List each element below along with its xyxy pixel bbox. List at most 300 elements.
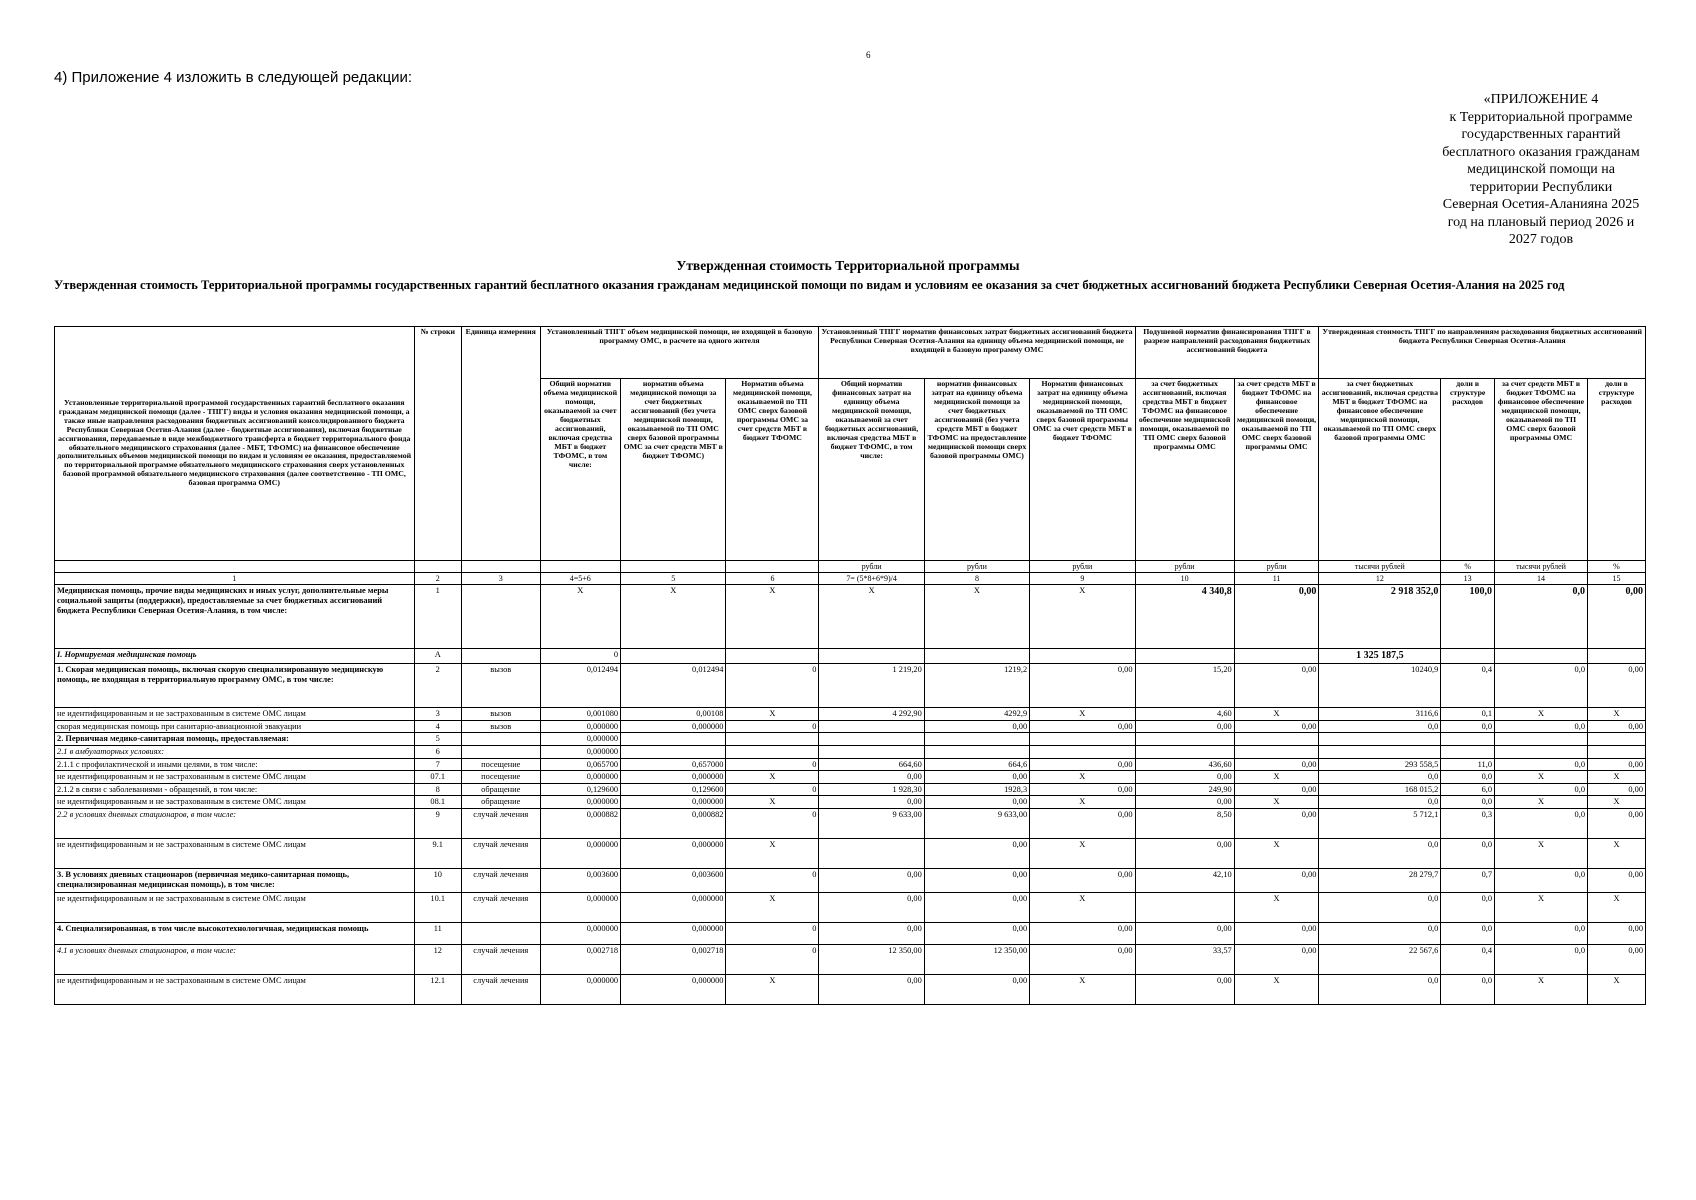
data-cell: X (726, 839, 819, 869)
data-cell: 0,00 (1135, 796, 1234, 809)
column-number-cell: 7= (5*8+6*9)/4 (819, 573, 924, 585)
header-subcolumn: Норматив объема медицинской помощи, оказываемой по ТП ОМС сверх базовой программы ОМС за счет средств МБТ в бюджет ТФОМС (726, 379, 819, 561)
row-name-cell: 4.1 в условиях дневных стационаров, в том числе: (55, 945, 415, 975)
data-cell: X (1588, 893, 1646, 923)
data-cell: 9 633,00 (819, 809, 924, 839)
column-number-cell: 4=5+6 (540, 573, 621, 585)
data-cell: X (726, 585, 819, 649)
data-cell: 0,0 (1319, 771, 1441, 784)
data-cell: X (1030, 771, 1135, 784)
data-cell: X (1588, 975, 1646, 1005)
column-number-cell: 14 (1495, 573, 1588, 585)
header-unit-cell: рубли (1234, 561, 1319, 573)
column-number-cell: 12 (1319, 573, 1441, 585)
data-cell (924, 649, 1029, 664)
data-cell (726, 733, 819, 746)
header-unit-cell: тысячи рублей (1495, 561, 1588, 573)
data-cell: 0,0 (1441, 839, 1495, 869)
data-cell: 1219,2 (924, 663, 1029, 707)
data-cell: 0,00 (819, 923, 924, 945)
data-cell: 0,0 (1319, 720, 1441, 733)
header-group-approved-cost: Утвержденная стоимость ТПГГ по направлениям расходования бюджетных ассигнований бюджета Республики Северная Осетия-Алания (1319, 327, 1646, 379)
column-number-cell: 3 (462, 573, 541, 585)
header-unit-cell: рубли (819, 561, 924, 573)
data-cell (1234, 733, 1319, 746)
data-cell: 8 (414, 783, 462, 796)
data-cell (1135, 893, 1234, 923)
data-cell: 6 (414, 745, 462, 758)
data-cell: 4 (414, 720, 462, 733)
data-cell (1319, 733, 1441, 746)
data-cell (1030, 745, 1135, 758)
header-description: Установленные территориальной программой государственных гарантий бесплатного оказания гражданам медицинской помощи (далее - ТПГГ) виды и условия оказания медицинской помощи, а также иные направления расходования бюджетных ассигнований консолидированного бюджета Республики Северная Осетия-Алания (далее - бюджетные ассигнования), включая бюджетные ассигнования, передаваемые в виде межбюджетного трансферта в бюджет территориального фонда обязательного медицинского страхования (далее - МБТ, ТФОМС) на финансовое обеспечение дополнительных объемов медицинской помощи по видам и условиям ее оказания, предоставляемой по территориальной программе обязательного медицинского страхования сверх установленных базовой программой обязательного медицинского страхования (далее соответственно - ТП ОМС, базовая программа ОМС) (55, 327, 415, 561)
row-name-cell: 2.2 в условиях дневных стационаров, в том числе: (55, 809, 415, 839)
data-cell: 0,00 (1030, 923, 1135, 945)
data-cell (462, 649, 541, 664)
data-cell (819, 839, 924, 869)
data-cell: 0,7 (1441, 869, 1495, 893)
header-unit-cell (414, 561, 462, 573)
data-cell: 0,000000 (540, 923, 621, 945)
data-cell: X (1588, 796, 1646, 809)
data-cell: 0,00 (924, 796, 1029, 809)
data-cell: 0 (726, 923, 819, 945)
column-number-cell: 8 (924, 573, 1029, 585)
data-cell: 0,00 (1588, 720, 1646, 733)
data-cell: 42,10 (1135, 869, 1234, 893)
data-cell: 0,00 (1030, 663, 1135, 707)
data-cell: 0,00 (1135, 975, 1234, 1005)
data-cell: 0,0 (1319, 975, 1441, 1005)
header-subcolumn: за счет бюджетных ассигнований, включая средства МБТ в бюджет ТФОМС на финансовое обеспечение медицинской помощи, оказываемой по ТП ОМС сверх базовой программы ОМС (1135, 379, 1234, 561)
column-number-cell: 10 (1135, 573, 1234, 585)
data-cell: 1 325 187,5 (1319, 649, 1441, 664)
data-cell: 33,57 (1135, 945, 1234, 975)
header-subcolumn: Общий норматив объема медицинской помощи, оказываемой за счет бюджетных ассигнований, включая средства МБТ в бюджет ТФОМС, в том числе: (540, 379, 621, 561)
data-cell: 664,6 (924, 758, 1029, 771)
data-cell: 293 558,5 (1319, 758, 1441, 771)
data-cell: вызов (462, 720, 541, 733)
data-cell: 0,00 (1135, 771, 1234, 784)
data-cell (726, 745, 819, 758)
data-cell (819, 733, 924, 746)
data-cell: 0,00 (924, 869, 1029, 893)
data-cell: 0,00 (1588, 945, 1646, 975)
appendix-heading (1430, 91, 1652, 249)
data-cell: X (1030, 839, 1135, 869)
data-cell: 3 (414, 707, 462, 720)
appendix-line: год на плановый период 2026 и (1447, 214, 1635, 230)
row-name-cell: не идентифицированным и не застрахованным в системе ОМС лицам (55, 771, 415, 784)
data-cell: X (1495, 707, 1588, 720)
data-cell: 0,00 (1135, 720, 1234, 733)
data-cell: 0 (726, 809, 819, 839)
data-cell: 0,00 (924, 771, 1029, 784)
data-cell: 12 350,00 (924, 945, 1029, 975)
data-cell (462, 745, 541, 758)
column-number-cell: 2 (414, 573, 462, 585)
data-cell: 0,4 (1441, 663, 1495, 707)
row-name-cell: скорая медицинская помощь при санитарно-авиационной эвакуации (55, 720, 415, 733)
table-row (55, 923, 1646, 945)
data-cell (1135, 649, 1234, 664)
data-cell: посещение (462, 771, 541, 784)
data-cell: 0,00 (924, 923, 1029, 945)
data-cell: 0,003600 (621, 869, 726, 893)
table-row (55, 945, 1646, 975)
data-cell: 0,002718 (540, 945, 621, 975)
data-cell: X (1234, 771, 1319, 784)
data-cell: 15,20 (1135, 663, 1234, 707)
data-cell (1030, 733, 1135, 746)
data-cell: 0 (726, 720, 819, 733)
data-cell: 0,129600 (621, 783, 726, 796)
data-cell: X (1588, 839, 1646, 869)
cost-table (54, 326, 1646, 1005)
data-cell: X (924, 585, 1029, 649)
table-row (55, 707, 1646, 720)
data-cell (1495, 649, 1588, 664)
data-cell: 0,00 (1234, 758, 1319, 771)
data-cell (462, 585, 541, 649)
data-cell: 1928,3 (924, 783, 1029, 796)
table-row (55, 745, 1646, 758)
data-cell: 0,657000 (621, 758, 726, 771)
header-unit-cell (462, 561, 541, 573)
header-group-per-capita: Подушевой норматив финансирования ТПГГ в разрезе направлений расходования бюджетных ассигнований бюджета (1135, 327, 1319, 379)
data-cell (819, 649, 924, 664)
data-cell: 0,0 (1319, 923, 1441, 945)
data-cell (1135, 733, 1234, 746)
data-cell: 0 (726, 945, 819, 975)
header-subcolumn: Норматив финансовых затрат на единицу объема медицинской помощи, оказываемой по ТП ОМС сверх базовой программы ОМС за счет средств МБТ в бюджет ТФОМС (1030, 379, 1135, 561)
data-cell: 0,00 (819, 893, 924, 923)
data-cell: 0,00 (1030, 809, 1135, 839)
data-cell: 0,00 (1030, 783, 1135, 796)
data-cell: 0,1 (1441, 707, 1495, 720)
header-subcolumn: норматив финансовых затрат на единицу объема медицинской помощи за счет бюджетных ассигнований (без учета средств МБТ в бюджет ТФОМС на предоставление медицинской помощи сверх базовой программы ОМС) (924, 379, 1029, 561)
data-cell (1234, 745, 1319, 758)
data-cell: 0,00 (1588, 923, 1646, 945)
data-cell: 3116,6 (1319, 707, 1441, 720)
data-cell: 8,50 (1135, 809, 1234, 839)
column-number-cell: 15 (1588, 573, 1646, 585)
data-cell: X (726, 893, 819, 923)
data-cell: 0,000000 (621, 839, 726, 869)
data-cell: 0,00 (819, 869, 924, 893)
data-cell: 0,0 (1319, 839, 1441, 869)
row-name-cell: I. Нормируемая медицинская помощь (55, 649, 415, 664)
data-cell: 2 (414, 663, 462, 707)
data-cell: 0,00 (1588, 783, 1646, 796)
data-cell: 0,00 (1234, 720, 1319, 733)
data-cell (1441, 745, 1495, 758)
data-cell: 664,60 (819, 758, 924, 771)
data-cell: 0,0 (1319, 893, 1441, 923)
column-number-cell: 6 (726, 573, 819, 585)
data-cell: 0,000000 (540, 771, 621, 784)
data-cell: 0,129600 (540, 783, 621, 796)
data-cell (1319, 745, 1441, 758)
document-subtitle: Утвержденная стоимость Территориальной программы государственных гарантий бесплатного оказания гражданам медицинской помощи по видам и условиям ее оказания за счет бюджетных ассигнований бюджета Республики Северная Осетия-Алания на 2025 год (54, 278, 1565, 292)
table-row (55, 975, 1646, 1005)
data-cell: X (1588, 707, 1646, 720)
data-cell: 0 (726, 869, 819, 893)
data-cell: 4 292,90 (819, 707, 924, 720)
data-cell: 0,0 (1441, 771, 1495, 784)
data-cell: 0,0 (1495, 758, 1588, 771)
data-cell: 0,0 (1441, 796, 1495, 809)
table-row (55, 809, 1646, 839)
data-cell: X (1234, 975, 1319, 1005)
header-subcolumn: за счет средств МБТ в бюджет ТФОМС на финансовое обеспечение медицинской помощи, оказываемой по ТП ОМС сверх базовой программы ОМС (1234, 379, 1319, 561)
data-cell: X (1234, 893, 1319, 923)
data-cell: случай лечения (462, 945, 541, 975)
column-number-cell: 5 (621, 573, 726, 585)
table-row (55, 649, 1646, 664)
row-name-cell: 4. Специализированная, в том числе высокотехнологичная, медицинская помощь (55, 923, 415, 945)
data-cell: 0,00108 (621, 707, 726, 720)
data-cell: X (1495, 975, 1588, 1005)
data-cell: 10 (414, 869, 462, 893)
data-cell: X (726, 975, 819, 1005)
header-unit-cell: % (1441, 561, 1495, 573)
data-cell: 100,0 (1441, 585, 1495, 649)
header-unit-cell (55, 561, 415, 573)
data-cell: 0,4 (1441, 945, 1495, 975)
data-cell (1135, 745, 1234, 758)
data-cell: 12 350,00 (819, 945, 924, 975)
data-cell: 5 712,1 (1319, 809, 1441, 839)
data-cell: 0,0 (1441, 923, 1495, 945)
data-cell: 0 (726, 783, 819, 796)
appendix-line: медицинской помощи на (1467, 162, 1615, 177)
data-cell: X (726, 796, 819, 809)
table-row (55, 783, 1646, 796)
data-cell: 0,000000 (540, 839, 621, 869)
appendix-line: бесплатного оказания гражданам (1442, 144, 1640, 160)
data-cell: 0,012494 (540, 663, 621, 707)
data-cell: вызов (462, 707, 541, 720)
appendix-line: «ПРИЛОЖЕНИЕ 4 (1483, 92, 1599, 107)
data-cell: 0,000000 (621, 796, 726, 809)
header-unit-cell (540, 561, 621, 573)
data-cell: 0,00 (1234, 923, 1319, 945)
data-cell: случай лечения (462, 809, 541, 839)
data-cell: вызов (462, 663, 541, 707)
data-cell: 0,000000 (621, 771, 726, 784)
column-number-cell: 13 (1441, 573, 1495, 585)
table-row (55, 796, 1646, 809)
header-subcolumn: за счет бюджетных ассигнований, включая средства МБТ в бюджет ТФОМС на финансовое обеспечение медицинской помощи, оказываемой по ТП ОМС сверх базовой программы ОМС (1319, 379, 1441, 561)
document-title: Утвержденная стоимость Территориальной программы (676, 258, 1020, 273)
data-cell: 0,0 (1495, 809, 1588, 839)
data-cell: 11 (414, 923, 462, 945)
data-cell: X (1234, 796, 1319, 809)
data-cell: 0,00 (1588, 585, 1646, 649)
data-cell: 0,00 (1135, 923, 1234, 945)
data-cell (1588, 733, 1646, 746)
data-cell: 0,000000 (540, 975, 621, 1005)
data-cell: 0,000882 (621, 809, 726, 839)
header-unit-cell: тысячи рублей (1319, 561, 1441, 573)
data-cell: 0,00 (1234, 663, 1319, 707)
data-cell: X (726, 771, 819, 784)
appendix-line: к Территориальной программе (1449, 109, 1633, 125)
data-cell: 0,012494 (621, 663, 726, 707)
data-cell: 0,00 (1030, 720, 1135, 733)
appendix-line: территории Республики (1469, 179, 1613, 195)
header-subcolumn: доли в структуре расходов (1588, 379, 1646, 561)
data-cell: 0,00 (1030, 869, 1135, 893)
data-cell: X (819, 585, 924, 649)
data-cell (819, 745, 924, 758)
column-number-cell: 1 (55, 573, 415, 585)
data-cell: X (1234, 707, 1319, 720)
data-cell: 0,000882 (540, 809, 621, 839)
table-row (55, 869, 1646, 893)
appendix-line: Северная Осетия-Аланияна 2025 (1442, 197, 1640, 212)
appendix-line: государственных гарантий (1461, 127, 1621, 142)
header-row-no: № строки (414, 327, 462, 561)
row-name-cell: 3. В условиях дневных стационаров (первичная медико-санитарная помощь, специализированная медицинская помощь), в том числе: (55, 869, 415, 893)
data-cell: X (1495, 839, 1588, 869)
data-cell (1495, 745, 1588, 758)
row-name-cell: не идентифицированным и не застрахованным в системе ОМС лицам (55, 975, 415, 1005)
data-cell: 0,00 (1234, 945, 1319, 975)
data-cell: 436,60 (1135, 758, 1234, 771)
header-unit-cell (726, 561, 819, 573)
data-cell: 0,0 (1495, 783, 1588, 796)
data-cell (819, 720, 924, 733)
row-name-cell: 2. Первичная медико-санитарная помощь, предоставляемая: (55, 733, 415, 746)
data-cell: X (1234, 839, 1319, 869)
data-cell: 08.1 (414, 796, 462, 809)
data-cell: 0,000000 (540, 796, 621, 809)
data-cell (621, 733, 726, 746)
data-cell: 0,000000 (540, 893, 621, 923)
header-subcolumn: норматив объема медицинской помощи за счет бюджетных ассигнований (без учета медицинской помощи, оказываемой по ТП ОМС сверх базовой программы ОМС за счет средств МБТ в бюджет ТФОМС) (621, 379, 726, 561)
header-group-volume: Установленный ТПГГ объем медицинской помощи, не входящей в базовую программу ОМС, в расчете на одного жителя (540, 327, 819, 379)
data-cell (1234, 649, 1319, 664)
table-row (55, 663, 1646, 707)
data-cell: 4,60 (1135, 707, 1234, 720)
data-cell: X (1495, 796, 1588, 809)
data-cell (1495, 733, 1588, 746)
column-number-cell: 9 (1030, 573, 1135, 585)
data-cell: 0,0 (1441, 893, 1495, 923)
data-cell: 0,000000 (621, 893, 726, 923)
data-cell: 1 219,20 (819, 663, 924, 707)
row-name-cell: Медицинская помощь, прочие виды медицинских и иных услуг, дополнительные меры социальной защиты (поддержки), предоставляемые за счет бюджетных ассигнований бюджета Республики Северная Осетия-Алания, в том числе: (55, 585, 415, 649)
header-subcolumn: за счет средств МБТ в бюджет ТФОМС на финансовое обеспечение медицинской помощи, оказываемой по ТП ОМС сверх базовой программы ОМС (1495, 379, 1588, 561)
data-cell (621, 745, 726, 758)
data-cell: 7 (414, 758, 462, 771)
data-cell: 0,00 (1030, 945, 1135, 975)
data-cell: X (1030, 796, 1135, 809)
data-cell: 0,000000 (540, 745, 621, 758)
data-cell: 0,0 (1495, 663, 1588, 707)
row-name-cell: 2.1.1 с профилактической и иными целями, в том числе: (55, 758, 415, 771)
row-name-cell: не идентифицированным и не застрахованным в системе ОМС лицам (55, 893, 415, 923)
data-cell: 0,002718 (621, 945, 726, 975)
data-cell: X (1495, 771, 1588, 784)
data-cell: 0,003600 (540, 869, 621, 893)
data-cell: 0 (726, 758, 819, 771)
data-cell: 0,00 (924, 720, 1029, 733)
data-cell: 1 (414, 585, 462, 649)
header-unit-cell: рубли (1030, 561, 1135, 573)
data-cell: 10.1 (414, 893, 462, 923)
data-cell (1588, 745, 1646, 758)
data-cell: 0,00 (819, 796, 924, 809)
table-row (55, 733, 1646, 746)
data-cell: обращение (462, 783, 541, 796)
data-cell: обращение (462, 796, 541, 809)
data-cell: 0,00 (1588, 663, 1646, 707)
data-cell: посещение (462, 758, 541, 771)
data-cell: 0,065700 (540, 758, 621, 771)
data-cell: 5 (414, 733, 462, 746)
header-subcolumn: Общий норматив финансовых затрат на единицу объема медицинской помощи, оказываемой за счет бюджетных ассигнований, включая средства МБТ в бюджет ТФОМС, в том числе: (819, 379, 924, 561)
data-cell: 0,00 (1234, 869, 1319, 893)
data-cell: 1 928,30 (819, 783, 924, 796)
header-unit-cell: рубли (1135, 561, 1234, 573)
data-cell: 11,0 (1441, 758, 1495, 771)
data-cell (1588, 649, 1646, 664)
table-row (55, 893, 1646, 923)
data-cell: случай лечения (462, 869, 541, 893)
table-row (55, 839, 1646, 869)
data-cell: X (1030, 975, 1135, 1005)
data-cell: 2 918 352,0 (1319, 585, 1441, 649)
data-cell: 0,0 (1495, 720, 1588, 733)
data-cell: 0,000000 (540, 720, 621, 733)
column-number-cell: 11 (1234, 573, 1319, 585)
data-cell: 0,000000 (621, 923, 726, 945)
data-cell: 249,90 (1135, 783, 1234, 796)
data-cell: 0,0 (1495, 869, 1588, 893)
data-cell: 0,0 (1441, 720, 1495, 733)
header-unit-cell: % (1588, 561, 1646, 573)
data-cell (462, 923, 541, 945)
data-cell: 22 567,6 (1319, 945, 1441, 975)
data-cell: 0,000000 (621, 720, 726, 733)
row-name-cell: 1. Скорая медицинская помощь, включая скорую специализированную медицинскую помощь, не входящая в территориальную программу ОМС, в том числе: (55, 663, 415, 707)
data-cell: 0,000000 (540, 733, 621, 746)
data-cell: 07.1 (414, 771, 462, 784)
data-cell: 168 015,2 (1319, 783, 1441, 796)
data-cell: X (1030, 707, 1135, 720)
row-name-cell: 2.1 в амбулаторных условиях: (55, 745, 415, 758)
data-cell: 0,001080 (540, 707, 621, 720)
data-cell: 0,00 (924, 975, 1029, 1005)
data-cell: 0,00 (1588, 809, 1646, 839)
row-name-cell: не идентифицированным и не застрахованным в системе ОМС лицам (55, 796, 415, 809)
data-cell: X (1030, 893, 1135, 923)
row-name-cell: 2.1.2 в связи с заболеваниями - обращений, в том числе: (55, 783, 415, 796)
data-cell: 0,0 (1495, 945, 1588, 975)
data-cell: X (1588, 771, 1646, 784)
data-cell: 6,0 (1441, 783, 1495, 796)
data-cell: 0,0 (1495, 923, 1588, 945)
data-cell: 9 633,00 (924, 809, 1029, 839)
data-cell: X (540, 585, 621, 649)
data-cell: 12.1 (414, 975, 462, 1005)
data-cell: 0,0 (1319, 796, 1441, 809)
data-cell: X (1495, 893, 1588, 923)
data-cell (726, 649, 819, 664)
